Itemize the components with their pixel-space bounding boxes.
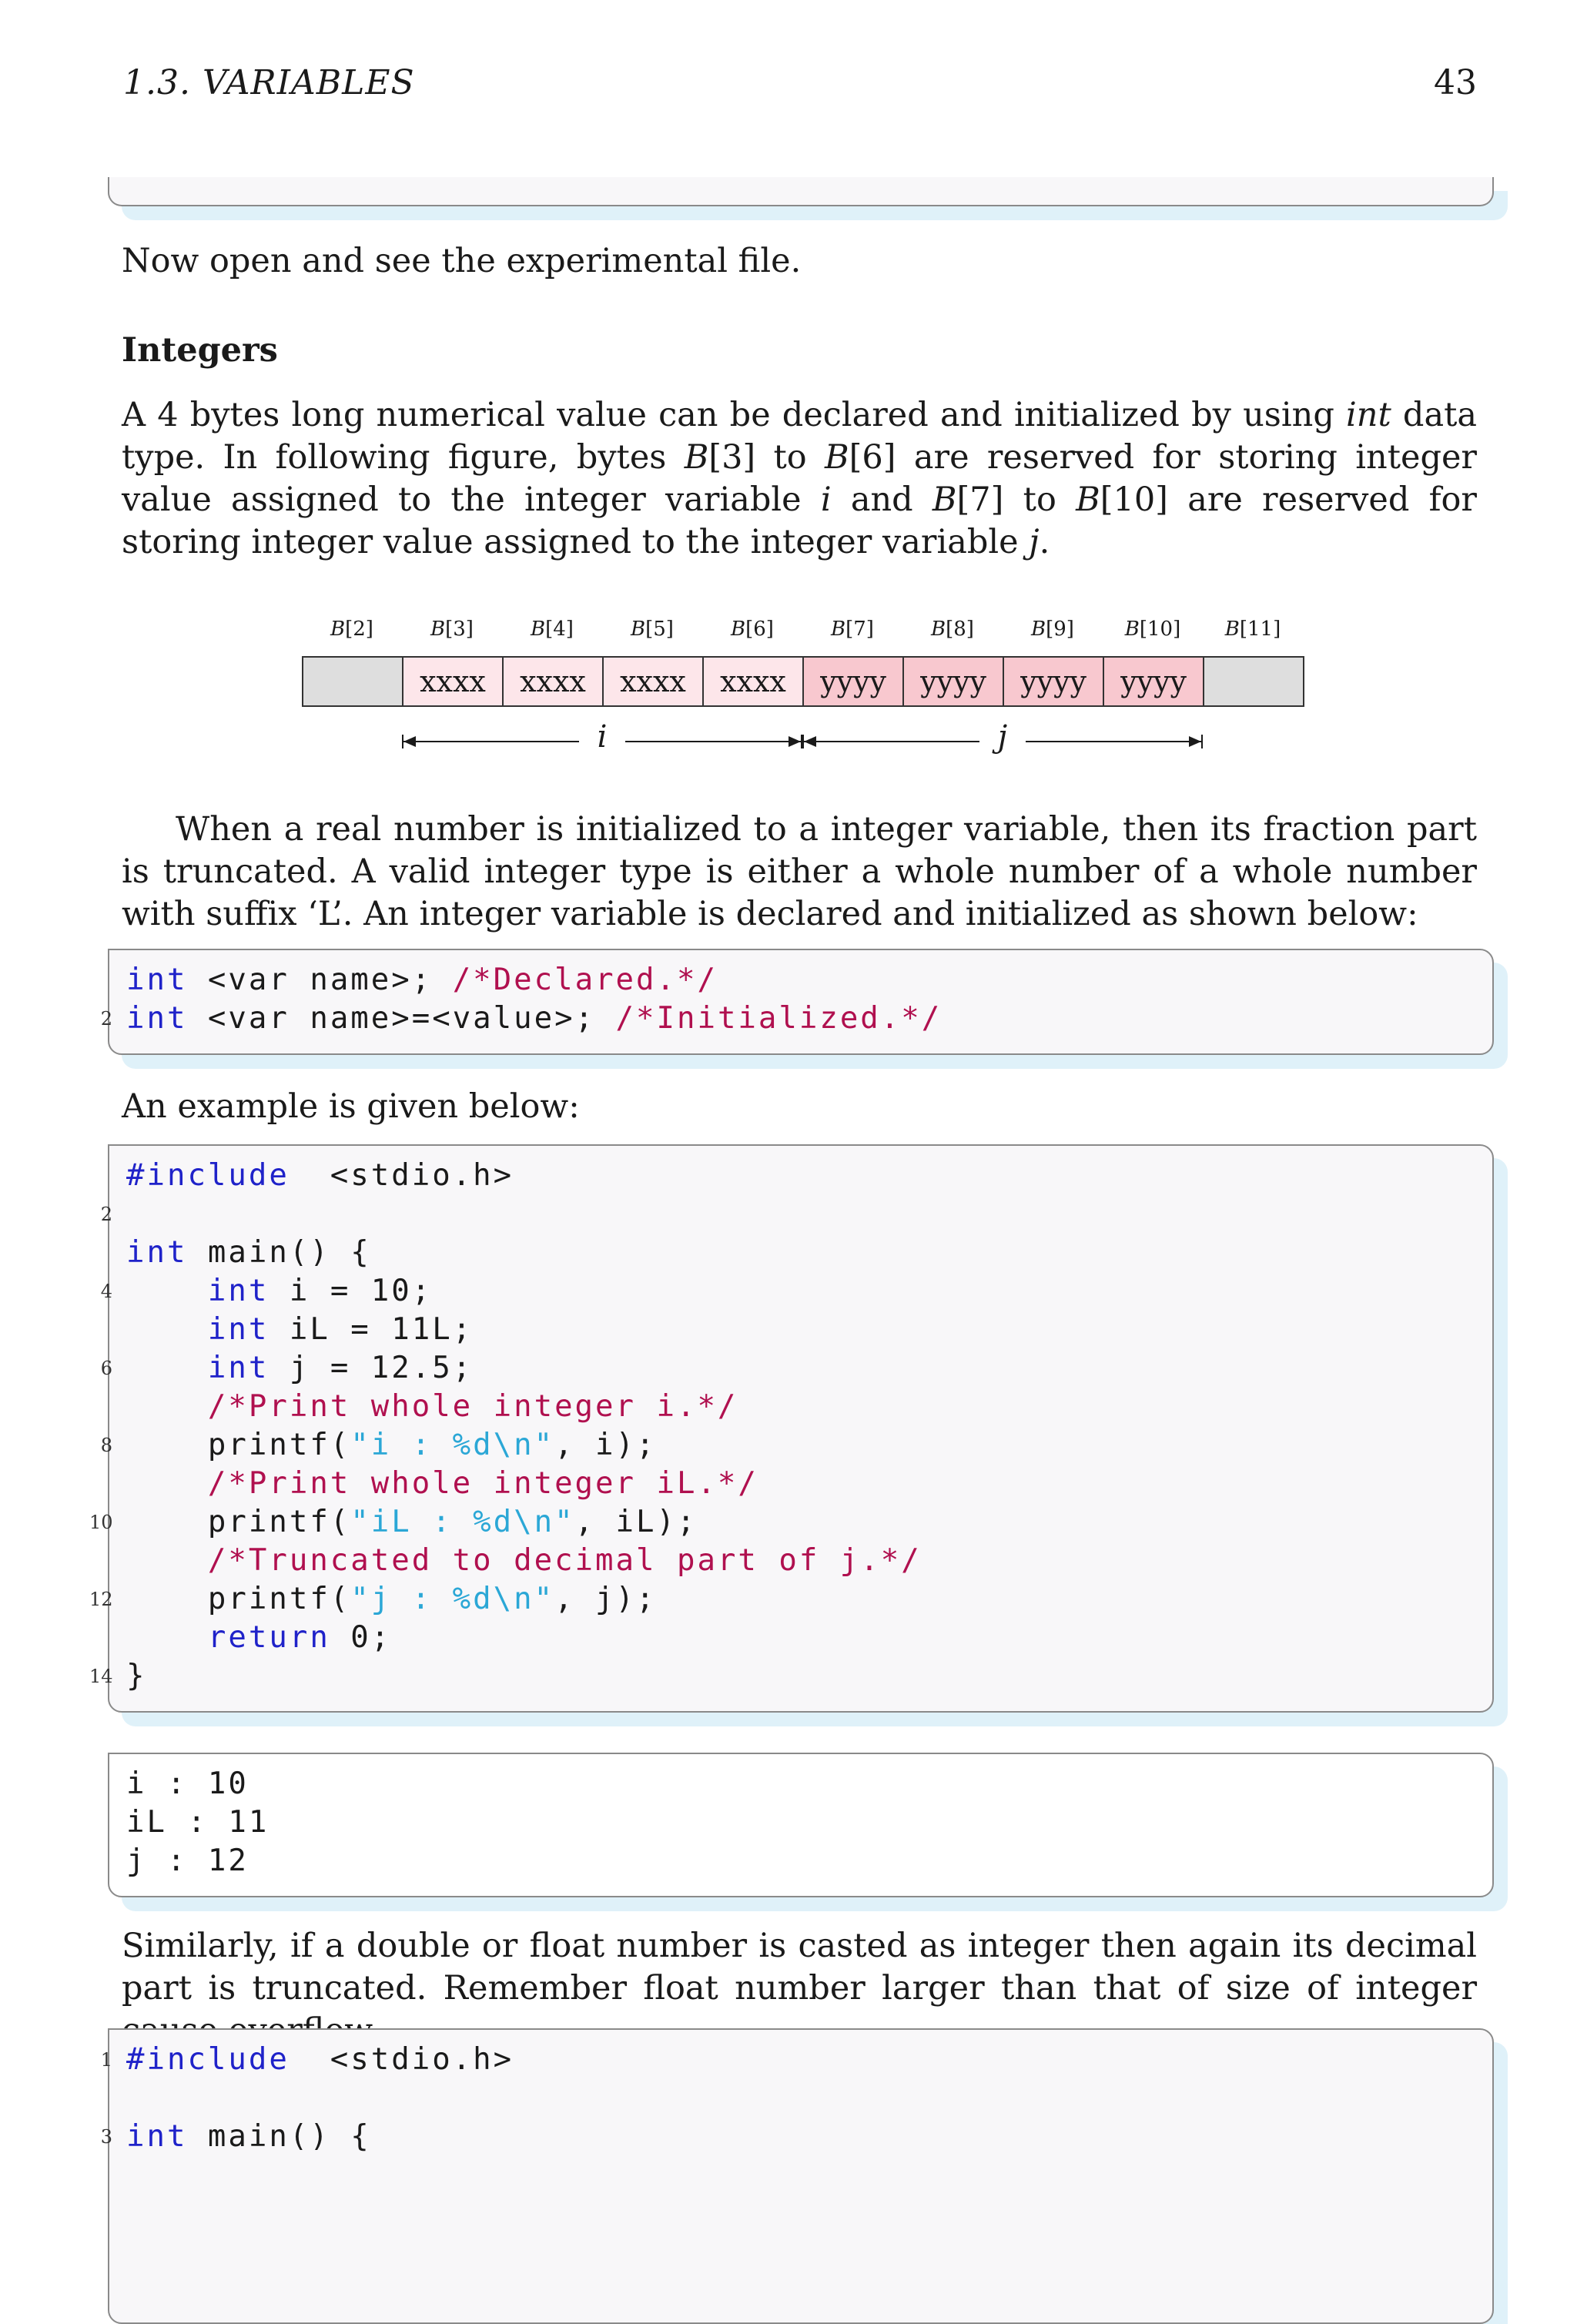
byte-label: B[6] [731,618,774,641]
page-number: 43 [1434,63,1477,102]
line-number: 6 [100,1358,112,1379]
memory-byte-cell: xxxx [402,656,504,707]
code-line: 1 #include <stdio.h> [126,2041,514,2079]
memory-byte-cell [302,656,403,707]
line-number: 8 [100,1435,112,1456]
var-j-arrow-right-icon [1189,736,1201,747]
code-line: i : 10 [126,1766,249,1801]
var-i-arrow-left-icon [403,736,416,747]
var-i-span-line [625,741,802,742]
code-line: /*Print whole integer iL.*/ [207,1466,758,1501]
previous-listing-tail [108,177,1494,206]
memory-byte-cell: xxxx [702,656,804,707]
memory-byte-cell: yyyy [902,656,1004,707]
code-line: /*Print whole integer i.*/ [207,1389,738,1424]
code-listing-example [89,1144,1494,1713]
byte-label: B[11] [1224,618,1281,641]
example-intro-text: An example is given below: [122,1087,580,1126]
var-j-variable-label: j [997,719,1008,755]
paragraph-int-description: A 4 bytes long numerical value can be declared and initialized by using int data type. In following figure, bytes B[3] to B[6] are reserved for storing integer value assigned to the integer variable i and B[7] to B[10] are reserved for storing integer value assigned to the integer variable j. [122,396,1477,561]
code-line: 2 int <var name>=<value>; /*Initialized.*/ [126,1000,942,1038]
code-line: return 0; [207,1620,392,1655]
memory-byte-cell: yyyy [1003,656,1104,707]
line-number: 12 [89,1589,113,1610]
code-line: j : 12 [126,1843,249,1878]
byte-label: B[9] [1031,618,1074,641]
var-j-span-tick [1201,735,1203,748]
byte-label: B[7] [831,618,874,641]
code-line: iL : 11 [126,1805,270,1840]
line-number: 3 [100,2126,112,2148]
code-line: 6 int j = 12.5; [126,1349,473,1388]
byte-label: B[2] [330,618,373,641]
code-listing-cast-example [100,2028,1494,2324]
program-output-box [108,1753,1494,1897]
line-number: 4 [100,1281,112,1302]
code-line: 14 } [126,1657,146,1696]
memory-byte-cell: xxxx [502,656,604,707]
code-line: int <var name>; /*Declared.*/ [126,963,718,997]
code-line: #include <stdio.h> [126,1158,514,1193]
code-line: int iL = 11L; [207,1312,474,1347]
byte-label: B[5] [631,618,674,641]
code-line: 4 int i = 10; [126,1272,432,1311]
var-i-arrow-right-icon [788,736,801,747]
code-line: /*Truncated to decimal part of j.*/ [207,1543,922,1578]
code-line: 3 int main() { [126,2118,371,2156]
paragraph-truncation: When a real number is initialized to a integer variable, then its fraction part is truncated. A valid integer type is either a whole number of a whole number with suffix ‘L’. An integer variable is declared and initialized as shown below: [122,810,1477,933]
memory-byte-cell: yyyy [802,656,904,707]
line-number: 14 [89,1666,113,1687]
byte-label: B[10] [1124,618,1181,641]
code-line: 8 printf("i : %d\n", i); [126,1426,657,1465]
byte-label: B[4] [531,618,574,641]
code-line: 10 printf("iL : %d\n", iL); [126,1503,697,1542]
line-number: 1 [100,2049,112,2071]
memory-byte-cell: xxxx [602,656,704,707]
intro-text: Now open and see the experimental file. [122,242,802,280]
var-j-span-line [802,741,979,742]
var-j-span-line [1026,741,1203,742]
line-number: 2 [100,1008,112,1030]
line-number: 10 [89,1512,113,1533]
paragraph-cast-overflow: Similarly, if a double or float number is casted as integer then again its decimal part is truncated. Remember float number larger than that of size of integer [122,1927,1477,2008]
byte-label: B[8] [931,618,974,641]
var-i-variable-label: i [597,719,608,755]
memory-byte-cell [1203,656,1304,707]
line-number: 2 [100,1204,112,1225]
code-line: 12 printf("j : %d\n", j); [126,1580,657,1619]
var-j-arrow-left-icon [804,736,816,747]
var-i-span-line [402,741,579,742]
code-line: int main() { [126,1235,371,1270]
memory-byte-cell: yyyy [1103,656,1204,707]
code-listing-declaration [100,949,1494,1055]
section-heading-integers: Integers [122,331,278,370]
byte-label: B[3] [430,618,474,641]
running-header: 1.3. VARIABLES [123,63,415,102]
